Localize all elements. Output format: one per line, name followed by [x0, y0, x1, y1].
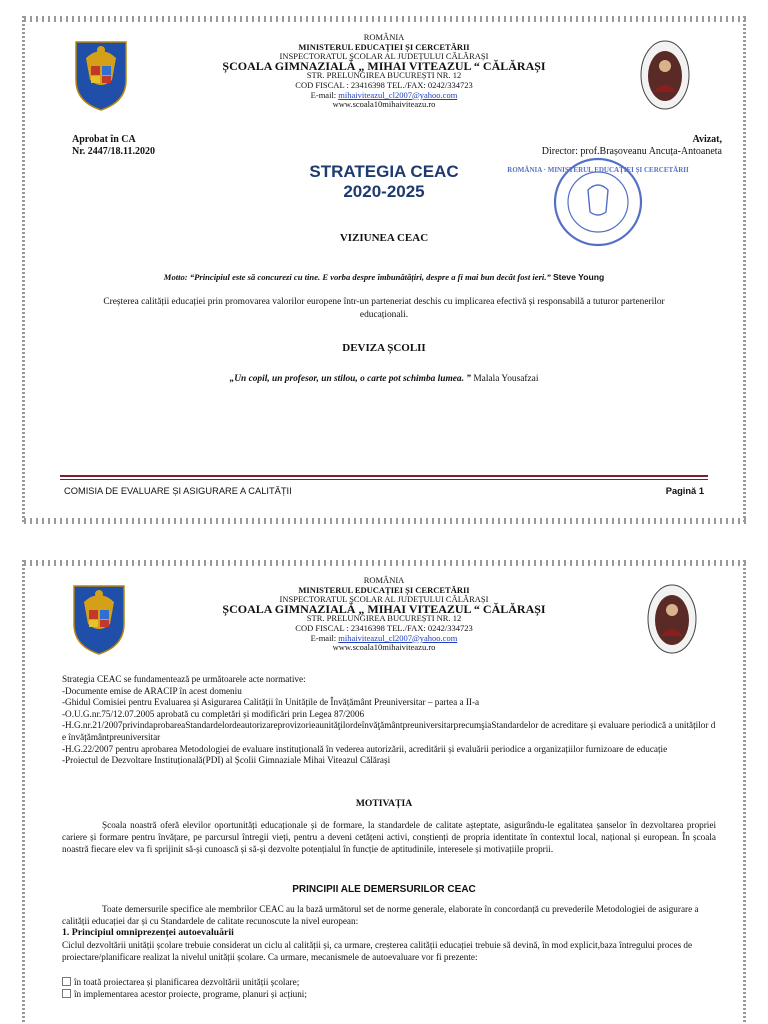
motto — [22, 272, 746, 282]
motto-author: Steve Young — [552, 272, 605, 282]
page-bottom-border — [22, 518, 746, 524]
title-line-2: 2020-2025 — [343, 182, 425, 201]
deviza-author: Malala Yousafzai — [473, 374, 539, 384]
document-page-2 — [22, 560, 746, 1024]
bullet-text: în implementarea acestor proiecte, programe, planuri și acțiuni; — [74, 989, 307, 999]
email-label: E-mail: — [310, 632, 337, 643]
principle-1-text: Ciclul dezvoltării unității școlare trebuie considerat un ciclu al calității și, ca urmare, creșterea calității educației trebuie să devină, în mod explicit,baza întregului proces de proiectare/planificare realizat la nivelul unității școlare. Ca urmare, mecanismele de autoevaluare vor fi prezente: — [62, 940, 693, 962]
normative-item: -Proiectul de Dezvoltare Instituțională(PDI) al Școlii Gimnaziale Mihai Viteazul Călărași — [62, 755, 391, 766]
email-label: E-mail: — [310, 89, 337, 100]
email-link[interactable]: mihaiviteazul_cl2007@yahoo.com — [338, 89, 458, 100]
website-line: www.scoala10mihaiviteazu.ro — [332, 642, 436, 653]
normative-item: -O.U.G.nr.75/12.07.2005 aprobată cu completări și modificări prin Legea 87/2006 — [62, 708, 365, 719]
school-name: ȘCOALA GIMNAZIALĂ „ MIHAI VITEAZUL “ CĂLĂRAȘI — [222, 601, 546, 616]
director-block — [542, 134, 722, 158]
normative-item: -Ghidul Comisiei pentru Evaluarea și Asigurarea Calității în Unitățile de Învățământ Preuniversitar – partea a II-a — [62, 697, 480, 708]
document-page-1 — [22, 16, 746, 524]
document-title — [22, 162, 746, 202]
normative-item: -H.G.nr.21/2007privindaprobareaStandardelordeautorizareprovizorieaunităţilordeînvăţământpreuniversitarprecumşiaStandardelor de acreditare și evaluare periodică a unităților de învățământpreuniversitar — [62, 720, 716, 742]
footer-rule-thick — [60, 475, 708, 477]
school-motto — [22, 374, 746, 384]
address-line: STR. PRELUNGIREA BUCUREȘTI NR. 12 — [306, 613, 462, 624]
ministry-line: MINISTERUL EDUCAȚIEI ȘI CERCETĂRII — [298, 41, 470, 52]
footer-committee: COMISIA DE EVALUARE ȘI ASIGURARE A CALITĂȚII — [64, 486, 292, 496]
fiscal-line: COD FISCAL : 23416398 TEL./FAX: 0242/334723 — [295, 622, 473, 633]
principles-heading: PRINCIPII ALE DEMERSURILOR CEAC — [292, 884, 476, 895]
stamp-text: ROMÂNIA · MINISTERUL EDUCAȚIEI ȘI CERCETĂRII — [507, 166, 689, 174]
website-line: www.scoala10mihaiviteazu.ro — [332, 99, 436, 110]
letterhead — [22, 33, 746, 110]
normative-item: -Documente emise de ARACIP în acest domeniu — [62, 685, 242, 696]
letterhead — [22, 576, 746, 653]
country-line: ROMÂNIA — [363, 575, 405, 585]
footer-page-number: Pagină 1 — [665, 486, 704, 496]
inspectorate-line: INSPECTORATUL ȘCOLAR AL JUDEȚULUI CĂLĂRAȘI — [279, 51, 489, 62]
page-top-border — [22, 560, 746, 566]
vision-heading: VIZIUNEA CEAC — [339, 232, 429, 244]
approval-line-1: Aprobat în CA — [72, 134, 136, 145]
motto-label: Motto: — [163, 272, 188, 282]
checkbox-bullet-icon — [62, 977, 71, 986]
vision-text: Creșterea calității educației prin promovarea valorilor europene într-un parteneriat deschis cu implicarea efectivă și responsabilă a tuturor partenerilor educaționali. — [103, 297, 665, 320]
page-top-border — [22, 16, 746, 22]
avizat-label: Avizat, — [692, 134, 722, 145]
motivation-heading: MOTIVAȚIA — [355, 798, 413, 809]
fiscal-line: COD FISCAL : 23416398 TEL./FAX: 0242/334723 — [295, 79, 473, 90]
bullet-text: în toată proiectarea și planificarea dezvoltării unității școlare; — [74, 977, 300, 987]
checkbox-bullet-icon — [62, 989, 71, 998]
approval-block — [72, 134, 155, 158]
normative-intro: Strategia CEAC se fundamentează pe următoarele acte normative: — [62, 674, 306, 684]
address-line: STR. PRELUNGIREA BUCUREȘTI NR. 12 — [306, 70, 462, 81]
motto-text: “Principiul este să concurezi cu tine. E vorba despre îmbunătățiri, despre a fi mai bun decât fost ieri.” — [189, 272, 551, 282]
director-name: Director: prof.Brașoveanu Ancuța-Antoaneta — [541, 146, 722, 157]
motivation-text: Școala noastră oferă elevilor oportunități educaționale și de formare, la standardele de calitate așteptate, asigurându-le egalitatea șanselor în dezvoltarea propriei cariere și formare pentru învățare, pe parcursul întregii vieți, pentru a deveni cetățeni activi, conștienți de propria identitate în contextul local, național și european. În școala noastră fiecare elev va fi sprijinit să-și cunoască și să-și dezvolte potențialul în funcție de aptitudinile, interesele și motivațiile proprii. — [62, 820, 716, 854]
inspectorate-line: INSPECTORATUL ȘCOLAR AL JUDEȚULUI CĂLĂRAȘI — [279, 594, 489, 605]
approval-line-2: Nr. 2447/18.11.2020 — [72, 146, 155, 157]
school-name: ȘCOALA GIMNAZIALĂ „ MIHAI VITEAZUL “ CĂLĂRAȘI — [222, 58, 546, 73]
title-line-1: STRATEGIA CEAC — [309, 162, 459, 181]
motto-heading: DEVIZA ȘCOLII — [342, 342, 426, 354]
principles-text: Toate demersurile specifice ale membrilor CEAC au la bază următorul set de norme generale, elaborate în concordanță cu prevederile Metodologiei de asigurare a calității educației dar și cu Standardele de calitate recunoscute la nivel european: — [62, 904, 699, 926]
country-line: ROMÂNIA — [363, 32, 405, 42]
list-item — [62, 988, 307, 1000]
footer-rule-thin — [60, 479, 708, 480]
principle-1-heading: 1. Principiul omniprezenței autoevaluării — [62, 927, 234, 938]
principle-1-bullets — [62, 976, 307, 1000]
normative-acts — [62, 674, 716, 767]
ministry-line: MINISTERUL EDUCAȚIEI ȘI CERCETĂRII — [298, 584, 470, 595]
email-link[interactable]: mihaiviteazul_cl2007@yahoo.com — [338, 632, 458, 643]
list-item — [62, 976, 307, 988]
normative-item: -H.G.22/2007 pentru aprobarea Metodologiei de evaluare instituțională în vederea autorizării, acreditării și evaluării periodice a organizațiilor furnizoare de educație — [62, 743, 668, 754]
deviza-text: „Un copil, un profesor, un stilou, o carte pot schimba lumea. ” — [229, 374, 471, 384]
